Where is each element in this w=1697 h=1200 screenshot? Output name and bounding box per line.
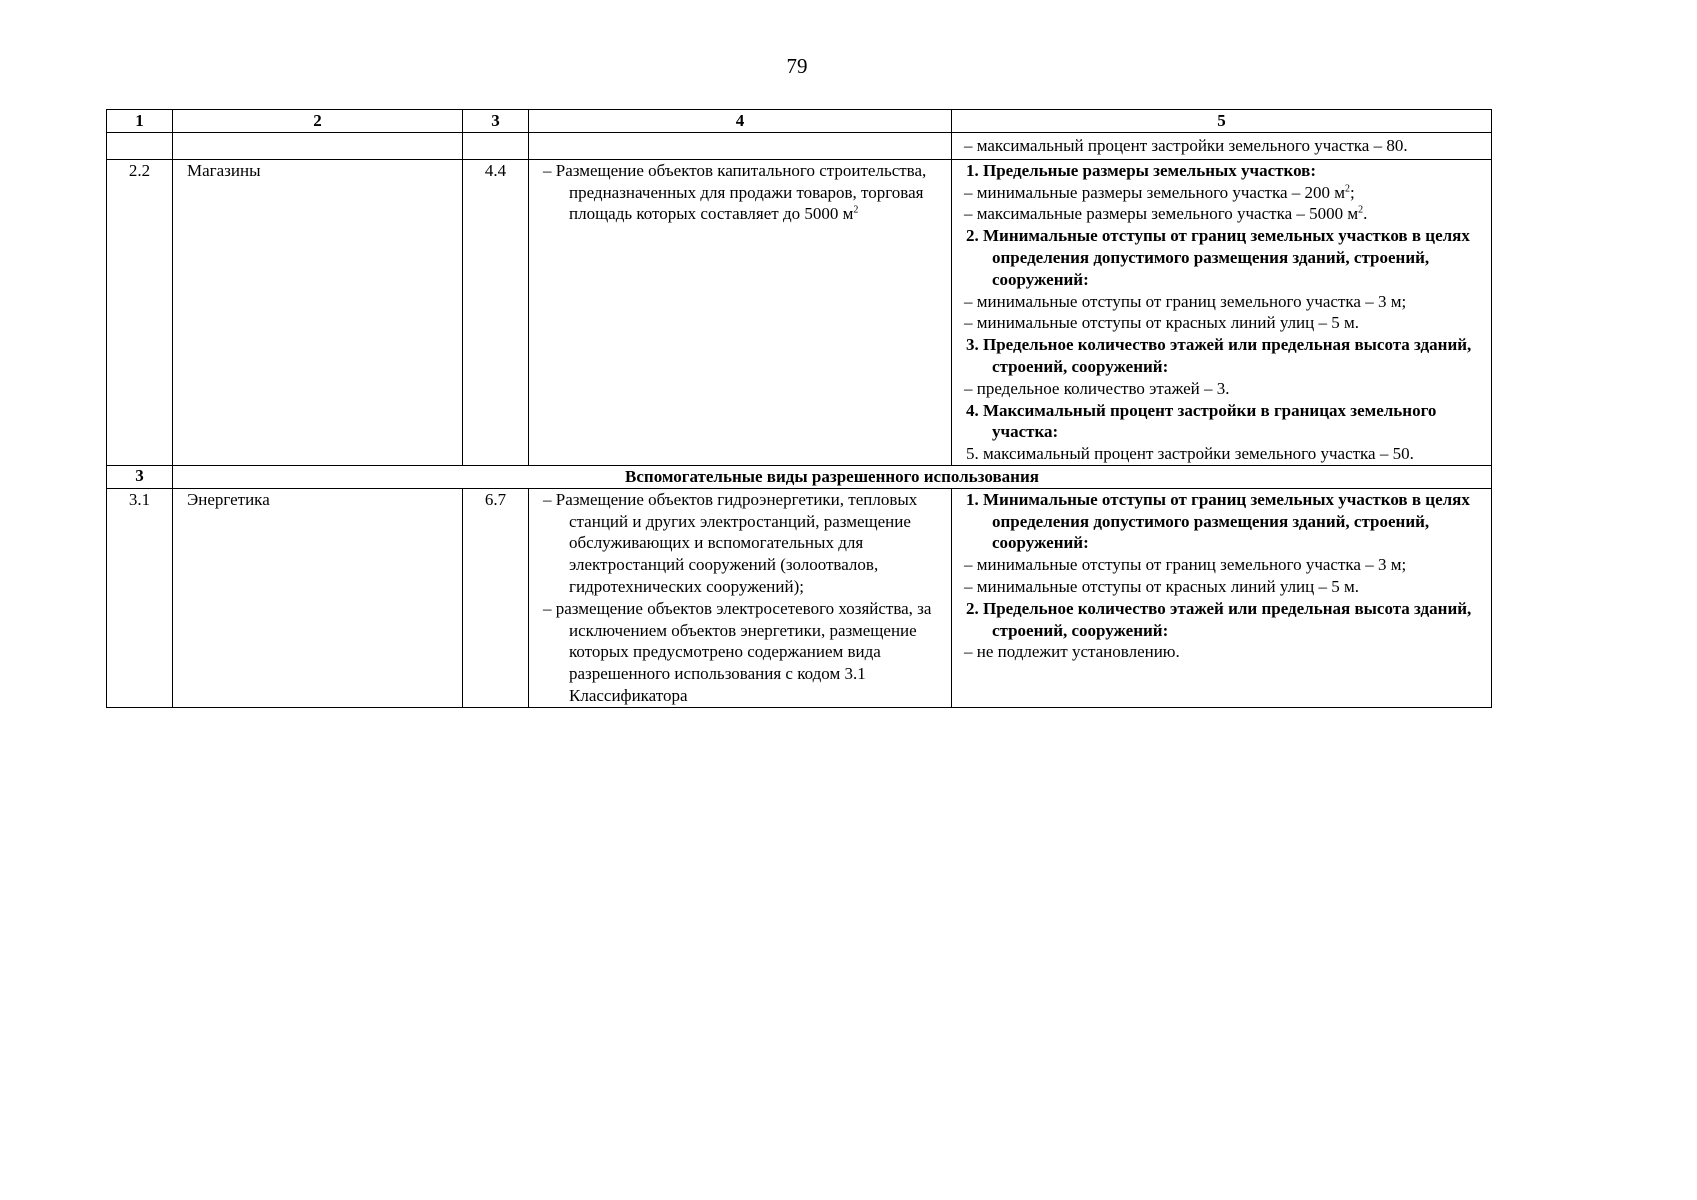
row-number: 3.1 — [107, 488, 173, 707]
table-row — [107, 159, 1492, 465]
use-parameters: 1. Предельные размеры земельных участков: – минимальные размеры земельного участка – 200 $м^2$; – максимальные размеры земельного участка – 5000 $м^2$. 2. Минимальные отступы от границ земельных участков в целях определения допустимого размещения зданий, строений, сооружений: – минимальные отступы от границ земельного участка – 3 м; – минимальные отступы от красных линий улиц – 5 м. 3. Предельное количество этажей или предельная высота зданий, строений, сооружений: – предельное количество этажей – 3. 4. Максимальный процент застройки в границах земельного участка: 5. максимальный процент застройки земельного участка – 50. — [952, 159, 1492, 465]
header-col-4: 4 — [529, 110, 952, 133]
page-number: 79 — [786, 54, 808, 78]
use-name: Энергетика — [173, 488, 463, 707]
section-title: Вспомогательные виды разрешенного использования — [173, 465, 1492, 488]
section-row — [107, 465, 1492, 488]
use-description: – Размещение объектов капитального строительства, предназначенных для продажи товаров, торговая площадь которых составляет до 5000 $м^2$ — [529, 159, 952, 465]
use-parameters: 1. Минимальные отступы от границ земельных участков в целях определения допустимого размещения зданий, строений, сооружений: – минимальные отступы от границ земельного участка – 3 м; – минимальные отступы от красных линий улиц – 5 м. 2. Предельное количество этажей или предельная высота зданий, строений, сооружений: – не подлежит установлению. — [952, 488, 1492, 707]
section-number: 3 — [107, 465, 173, 488]
zoning-table — [106, 109, 1492, 708]
table-row — [107, 488, 1492, 707]
header-col-2: 2 — [173, 110, 463, 133]
classifier-code: 4.4 — [463, 159, 529, 465]
header-row — [107, 110, 1492, 133]
header-col-3: 3 — [463, 110, 529, 133]
use-description: – Размещение объектов гидроэнергетики, тепловых станций и других электростанций, размещение обслуживающих и вспомогательных для электростанций сооружений (золоотвалов, гидротехнических сооружений); – размещение объектов электросетевого хозяйства, за исключением объектов энергетики, размещение которых предусмотрено содержанием вида разрешенного использования с кодом 3.1 Классификатора — [529, 488, 952, 707]
continuation-row — [107, 132, 1492, 159]
row-number: 2.2 — [107, 159, 173, 465]
use-name: Магазины — [173, 159, 463, 465]
continuation-text: – максимальный процент застройки земельного участка – 80. — [964, 135, 1408, 155]
header-col-1: 1 — [107, 110, 173, 133]
classifier-code: 6.7 — [463, 488, 529, 707]
header-col-5: 5 — [952, 110, 1492, 133]
